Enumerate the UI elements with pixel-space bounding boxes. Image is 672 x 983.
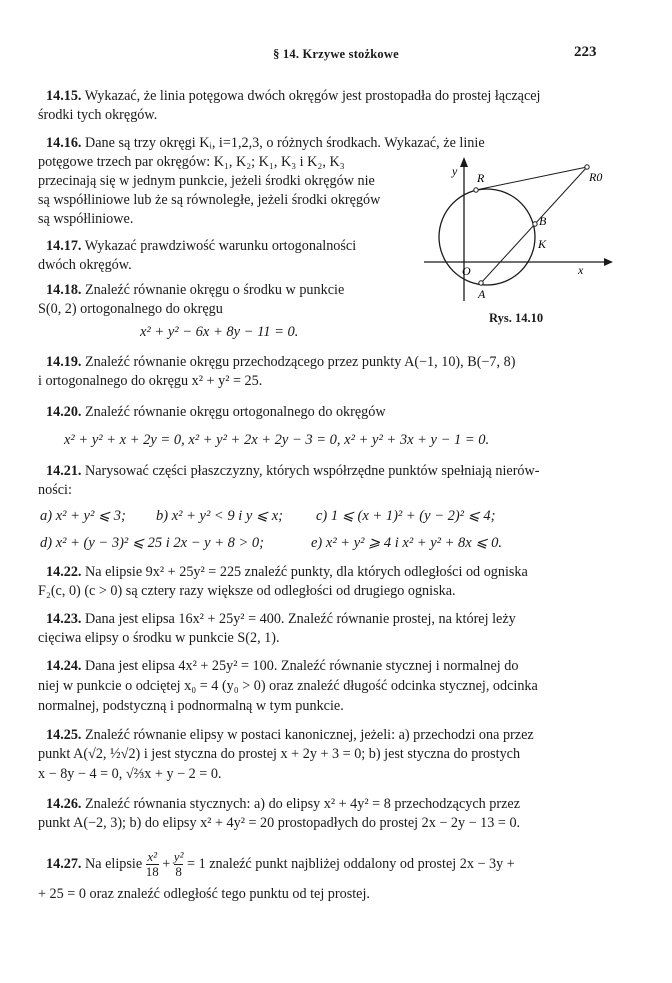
problem-14-21-c: c) 1 ⩽ (x + 1)² + (y − 2)² ⩽ 4;	[316, 508, 496, 524]
page-number: 223	[574, 44, 597, 60]
label-k: K	[538, 237, 547, 251]
point-r0	[585, 165, 589, 169]
label-x: x	[578, 263, 584, 277]
problem-14-25-line2: punkt A(√2, ½√2) i jest styczna do prostej x + 2y + 3 = 0; b) jest styczna do prostych	[38, 746, 521, 762]
problem-14-21-line2: ności:	[38, 482, 72, 498]
problem-14-18-equation: x² + y² − 6x + 8y − 11 = 0.	[140, 324, 299, 340]
problem-14-21-e: e) x² + y² ⩾ 4 i x² + y² + 8x ⩽ 0.	[311, 535, 503, 551]
label-r0: R0	[589, 170, 603, 184]
problem-14-18-line2: S(0, 2) ortogonalnego do okręgu	[38, 301, 223, 317]
point-a	[479, 281, 483, 285]
problem-14-16-line3: przecinają się w jednym punkcie, jeżeli środki okręgów nie	[38, 173, 375, 189]
problem-14-27-line1: 14.27. Na elipsie $\frac{\text{x²}}{18}$ + $\frac{\text{y²}}{8}$ = 1 znaleźć punkt najbliżej oddalony od prostej 2x − 3y +	[46, 849, 515, 879]
problem-14-20-equations: x² + y² + x + 2y = 0, x² + y² + 2x + 2y − 3 = 0, x² + y² + 3x + y − 1 = 0.	[64, 432, 490, 448]
problem-14-15-line2: środki tych okręgów.	[38, 107, 158, 123]
problem-14-26-line2: punkt A(−2, 3); b) do elipsy x² + 4y² = 20 prostopadłych do prostej 2x − 2y − 13 = 0.	[38, 815, 521, 831]
problem-14-21-line1: 14.21. Narysować części płaszczyzny, których współrzędne punktów spełniają nierów-	[46, 463, 540, 479]
running-header: § 14. Krzywe stożkowe	[273, 47, 399, 61]
label-y: y	[452, 164, 458, 178]
problem-14-21-b: b) x² + y² < 9 i y ⩽ x;	[156, 508, 283, 524]
problem-14-17-line2: dwóch okręgów.	[38, 257, 132, 273]
problem-14-23-line2: cięciwa elipsy o środku w punkcie S(2, 1).	[38, 630, 280, 646]
problem-14-25-line3: x − 8y − 4 = 0, √⅔x + y − 2 = 0.	[38, 766, 222, 782]
problem-14-22-line2: F₂(c, 0) (c > 0) są cztery razy większe od odległości od drugiego ogniska.	[38, 583, 456, 599]
problem-14-24-line1: 14.24. Dana jest elipsa 4x² + 25y² = 100. Znaleźć równanie stycznej i normalnej do	[46, 658, 519, 674]
label-o: O	[462, 264, 471, 278]
problem-14-19-line1: 14.19. Znaleźć równanie okręgu przechodzącego przez punkty A(−1, 10), B(−7, 8)	[46, 354, 516, 370]
tangent-line	[476, 167, 587, 190]
problem-14-21-d: d) x² + (y − 3)² ⩽ 25 i 2x − y + 8 > 0;	[40, 535, 264, 551]
problem-14-19-line2: i ortogonalnego do okręgu x² + y² = 25.	[38, 373, 263, 389]
problem-14-16-line5: są współliniowe.	[38, 211, 134, 227]
label-b: B	[539, 214, 547, 228]
x-axis-arrow	[604, 258, 613, 266]
problem-14-15-line1: 14.15. Wykazać, że linia potęgowa dwóch okręgów jest prostopadła do prostej łączącej	[46, 88, 541, 104]
problem-14-26-line1: 14.26. Znaleźć równania stycznych: a) do elipsy x² + 4y² = 8 przechodzących przez	[46, 796, 520, 812]
problem-14-27-line2: + 25 = 0 oraz znaleźć odległość tego punktu od tej prostej.	[38, 886, 370, 902]
fraction-x2-18: $\frac{\text{x²}}{18}$	[145, 849, 159, 879]
point-b	[533, 222, 537, 226]
problem-14-16-line2: potęgowe trzech par okręgów: K₁, K₂; K₁, K₃ i K₂, K₃	[38, 154, 345, 170]
problem-14-22-line1: 14.22. Na elipsie 9x² + 25y² = 225 znaleźć punkty, dla których odległości od ogniska	[46, 564, 528, 580]
problem-14-23-line1: 14.23. Dana jest elipsa 16x² + 25y² = 400. Znaleźć równanie prostej, na której leży	[46, 611, 516, 627]
figure-caption: Rys. 14.10	[489, 311, 544, 325]
label-r: R	[477, 171, 485, 185]
problem-14-21-a: a) x² + y² ⩽ 3;	[40, 508, 126, 524]
problem-14-18-line1: 14.18. Znaleźć równanie okręgu o środku w punkcie	[46, 282, 345, 298]
y-axis-arrow	[460, 157, 468, 167]
figure-circle-diagram	[424, 155, 614, 305]
problem-14-17-line1: 14.17. Wykazać prawdziwość warunku ortogonalności	[46, 238, 357, 254]
fraction-y2-8: $\frac{\text{y²}}{8}$	[173, 849, 184, 879]
label-a: A	[478, 287, 486, 301]
problem-14-16-line1: 14.16. Dane są trzy okręgi Kᵢ, i=1,2,3, o różnych środkach. Wykazać, że linie	[46, 135, 485, 151]
problem-14-20-line1: 14.20. Znaleźć równanie okręgu ortogonalnego do okręgów	[46, 404, 386, 420]
point-r	[474, 188, 478, 192]
problem-14-24-line3: normalnej, podstyczną i podnormalną w tym punkcie.	[38, 698, 344, 714]
circle-k	[439, 189, 535, 285]
problem-14-16-line4: są współliniowe lub że są równoległe, jeżeli środki okręgów	[38, 192, 381, 208]
problem-14-25-line1: 14.25. Znaleźć równanie elipsy w postaci kanonicznej, jeżeli: a) przechodzi ona przez	[46, 727, 534, 743]
problem-14-24-line2: niej w punkcie o odciętej x₀ = 4 (y₀ > 0) oraz znaleźć długość odcinka stycznej, odcinka	[38, 678, 538, 694]
